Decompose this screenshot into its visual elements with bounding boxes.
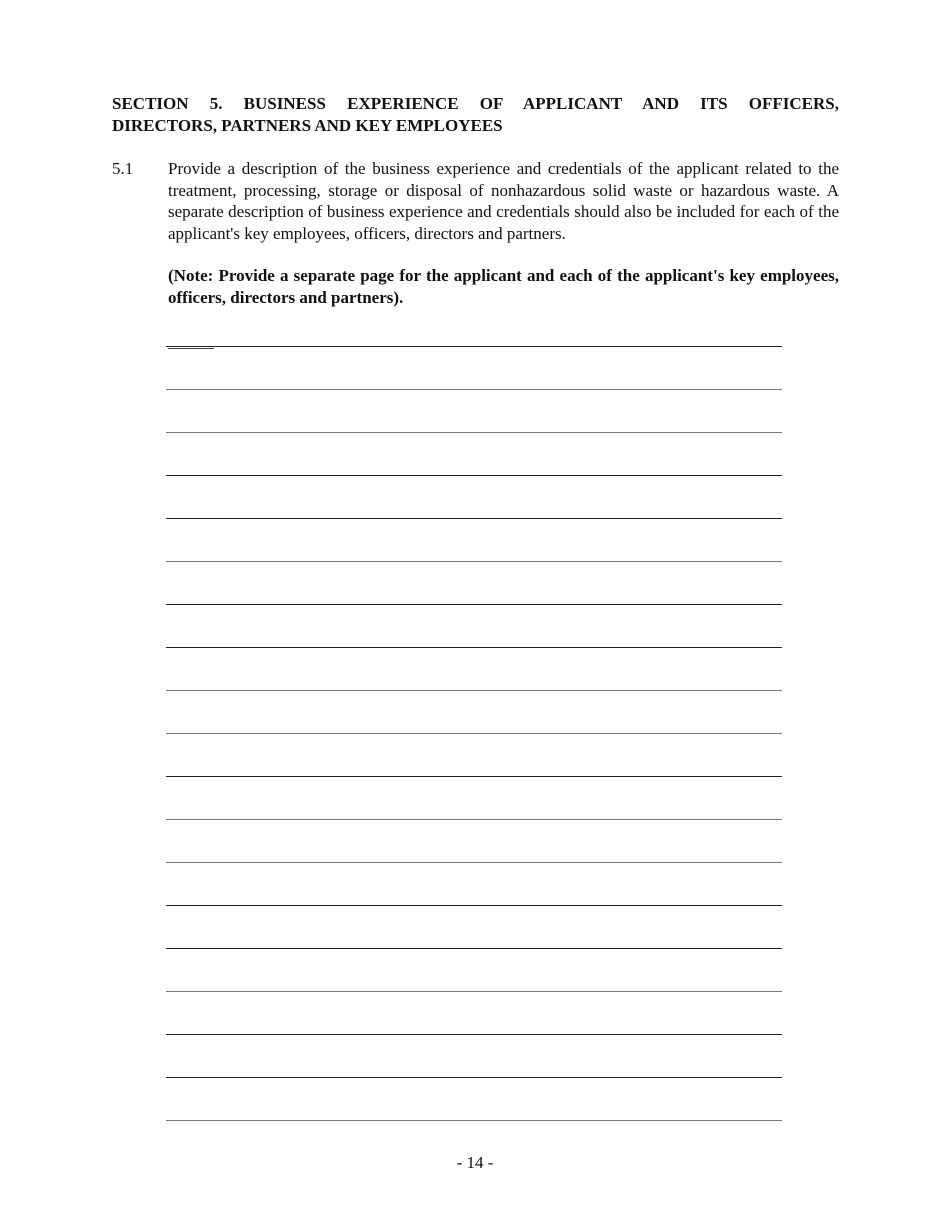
section-heading	[112, 93, 839, 137]
item-number: 5.1	[112, 159, 134, 178]
answer-line[interactable]	[166, 905, 782, 906]
answer-line[interactable]	[166, 1120, 782, 1121]
answer-line[interactable]	[166, 432, 782, 433]
section-heading-line-1: SECTION 5. BUSINESS EXPERIENCE OF APPLICANT AND ITS OFFICERS,	[112, 94, 839, 113]
answer-line[interactable]	[166, 475, 782, 476]
answer-line[interactable]	[166, 1034, 782, 1035]
answer-line[interactable]	[166, 389, 782, 390]
answer-line[interactable]	[166, 346, 782, 347]
answer-line[interactable]	[166, 561, 782, 562]
answer-line[interactable]	[166, 690, 782, 691]
answer-line[interactable]	[166, 647, 782, 648]
answer-lines-area[interactable]	[166, 346, 782, 1121]
answer-line[interactable]	[166, 991, 782, 992]
answer-line[interactable]	[166, 862, 782, 863]
answer-line[interactable]	[166, 604, 782, 605]
answer-line[interactable]	[166, 776, 782, 777]
answer-stub-line	[168, 348, 214, 349]
answer-line[interactable]	[166, 819, 782, 820]
item-note: (Note: Provide a separate page for the applicant and each of the applicant's key employees, officers, directors and partners).	[168, 266, 839, 307]
page-number: - 14 -	[456, 1153, 494, 1172]
item-description: Provide a description of the business experience and credentials of the applicant related to the treatment, processing, storage or disposal of nonhazardous solid waste or hazardous waste. A separate description of business experience and credentials should also be included for each of the applicant's key employees, officers, directors and partners.	[168, 159, 839, 243]
answer-line[interactable]	[166, 1077, 782, 1078]
answer-line[interactable]	[166, 518, 782, 519]
answer-line[interactable]	[166, 733, 782, 734]
section-heading-line-2: DIRECTORS, PARTNERS AND KEY EMPLOYEES	[112, 116, 503, 135]
answer-line[interactable]	[166, 948, 782, 949]
